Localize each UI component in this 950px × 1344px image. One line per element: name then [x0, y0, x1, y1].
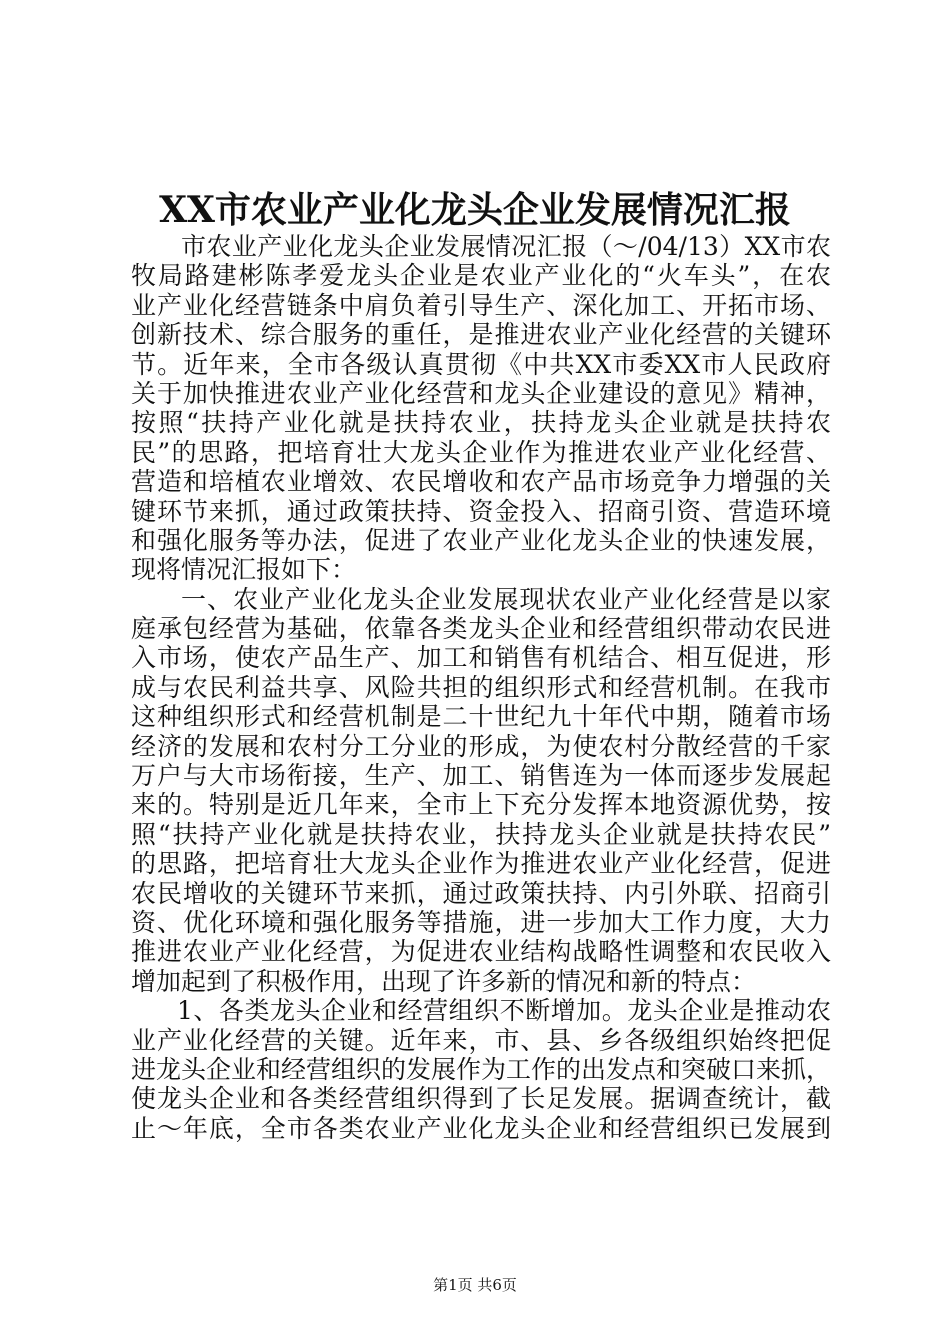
text-line: 使龙头企业和各类经营组织得到了长足发展。据调查统计，截	[131, 1084, 831, 1114]
text-line: 键环节来抓，通过政策扶持、资金投入、招商引资、营造环境	[131, 496, 831, 526]
text-line: 经济的发展和农村分工分业的形成，为使农村分散经营的千家	[131, 731, 831, 761]
text-line: 一、农业产业化龙头企业发展现状农业产业化经营是以家	[181, 584, 831, 614]
text-line: 照“扶持产业化就是扶持农业，扶持龙头企业就是扶持农民”	[131, 819, 831, 849]
text-line: 营造和培植农业增效、农民增收和农产品市场竞争力增强的关	[131, 467, 831, 497]
text-line: 的思路，把培育壮大龙头企业作为推进农业产业化经营，促进	[131, 849, 831, 879]
text-line: 业产业化经营的关键。近年来，市、县、乡各级组织始终把促	[131, 1025, 831, 1055]
text-line: 节。近年来，全市各级认真贯彻《中共XX市委XX市人民政府	[131, 349, 831, 379]
document-title: XX市农业产业化龙头企业发展情况汇报	[159, 189, 791, 231]
text-line: 1、各类龙头企业和经营组织不断增加。龙头企业是推动农	[177, 996, 831, 1026]
text-line: 牧局路建彬陈孝爱龙头企业是农业产业化的“火车头”，在农	[131, 261, 831, 291]
text-line: 来的。特别是近几年来，全市上下充分发挥本地资源优势，按	[131, 790, 831, 820]
text-line: 庭承包经营为基础，依靠各类龙头企业和经营组织带动农民进	[131, 614, 831, 644]
text-line: 农民增收的关键环节来抓，通过政策扶持、内引外联、招商引	[131, 878, 831, 908]
paragraph-section-1	[131, 585, 831, 996]
paragraph-intro	[131, 232, 831, 585]
text-line: 成与农民利益共享、风险共担的组织形式和经营机制。在我市	[131, 672, 831, 702]
text-line: 增加起到了积极作用，出现了许多新的情况和新的特点：	[131, 966, 757, 996]
text-line: 民”的思路，把培育壮大龙头企业作为推进农业产业化经营、	[131, 437, 831, 467]
page-number-footer: 第1页 共6页	[433, 1276, 517, 1294]
text-line: 入市场，使农产品生产、加工和销售有机结合、相互促进，形	[131, 643, 831, 673]
text-line: 按照“扶持产业化就是扶持农业，扶持龙头企业就是扶持农	[131, 408, 831, 438]
text-line: 这种组织形式和经营机制是二十世纪九十年代中期，随着市场	[131, 702, 831, 732]
text-line: 推进农业产业化经营，为促进农业结构战略性调整和农民收入	[131, 937, 831, 967]
text-line: 市农业产业化龙头企业发展情况汇报（～/04/13）XX市农	[181, 232, 831, 261]
text-line: 业产业化经营链条中肩负着引导生产、深化加工、开拓市场、	[131, 290, 831, 320]
document-body	[131, 232, 831, 1143]
text-line: 止～年底，全市各类农业产业化龙头企业和经营组织已发展到	[131, 1113, 831, 1143]
text-line: 创新技术、综合服务的重任，是推进农业产业化经营的关键环	[131, 320, 831, 350]
paragraph-item-1	[131, 996, 831, 1143]
text-line: 万户与大市场衔接，生产、加工、销售连为一体而逐步发展起	[131, 761, 831, 791]
text-line: 现将情况汇报如下：	[131, 555, 357, 585]
text-line: 进龙头企业和经营组织的发展作为工作的出发点和突破口来抓，	[131, 1054, 832, 1084]
text-line: 和强化服务等办法，促进了农业产业化龙头企业的快速发展，	[131, 525, 831, 555]
text-line: 资、优化环境和强化服务等措施，进一步加大工作力度，大力	[131, 907, 831, 937]
text-line: 关于加快推进农业产业化经营和龙头企业建设的意见》精神，	[131, 378, 831, 408]
